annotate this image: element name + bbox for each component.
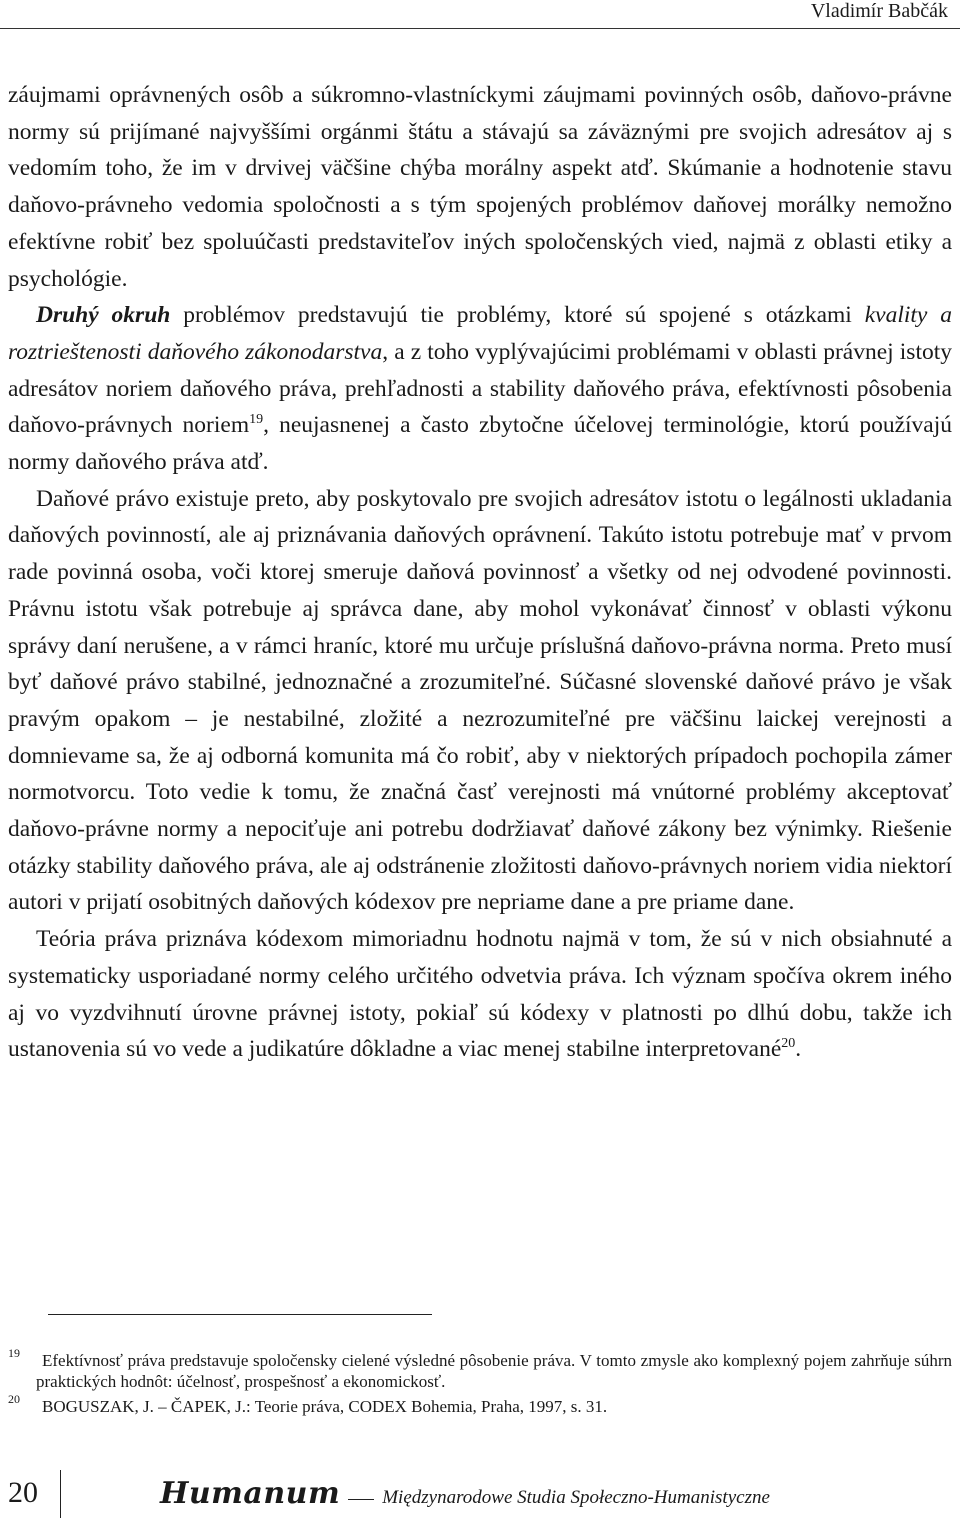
footnote-19 — [8, 1346, 952, 1392]
journal-title — [160, 1476, 770, 1511]
running-header — [0, 0, 960, 29]
paragraph-2-text-a: problémov predstavujú tie problémy, ktoré sú spojené s otázkami — [170, 302, 865, 329]
footnote-ref-20[interactable]: 20 — [781, 1036, 796, 1052]
footnote-text: Efektívnosť práva predstavuje spoločensky cielené výsledné pôsobenie práva. V tomto zmysle ako komplexný pojem zahrňuje súhrn praktických hodnôt: účelnosť, prospešnosť a ekonomickosť. — [36, 1351, 952, 1391]
paragraph-4-text-a: Teória práva priznáva kódexom mimoriadnu hodnotu najmä v tom, že sú v nich obsiahnuté a systematicky usporiadané normy celého určitého odvetvia práva. Ich význam spočíva okrem iného aj vo vyzdvihnutí úrovne právnej istoty, pokiaľ sú kódexy v platnosti po dlhú dobu, takže ich ustanovenia sú vo vede a judikatúre dôkladne a viac menej stabilne interpretované — [8, 926, 952, 1063]
footnote-ref-19[interactable]: 19 — [249, 412, 264, 428]
footnote-number: 19 — [8, 1346, 20, 1360]
paragraph-2-text-c: , neujasnenej a často zbytočne účelovej terminológie, ktorú používajú normy daňového práva atď. — [8, 412, 952, 476]
page-footer — [0, 1460, 960, 1521]
paragraph-2 — [8, 297, 952, 481]
paragraph-4 — [8, 921, 952, 1068]
header-author: Vladimír Babčák — [810, 0, 948, 22]
footnote-20 — [8, 1392, 952, 1417]
paragraph-4-text-b: . — [795, 1036, 802, 1063]
body-text — [8, 77, 952, 1068]
footnote-separator — [48, 1314, 432, 1315]
journal-dash — [348, 1499, 374, 1500]
footer-divider — [60, 1470, 61, 1518]
paragraph-2-italic: kvality a roztrieštenosti daňového zákonodarstva — [8, 302, 952, 365]
paragraph-2-bold-lead: Druhý okruh — [36, 302, 171, 329]
paragraph-2-text-b: , a z toho vyplývajúcimi problémami v oblasti právnej istoty adresátov noriem daňového práva, prehľadnosti a stability daňového práva, efektívnosti pôsobenia daňovo-právnych noriem — [8, 338, 952, 439]
journal-subtitle: Międzynarodowe Studia Społeczno-Humanistyczne — [382, 1487, 770, 1508]
footnote-text: BOGUSZAK, J. – ČAPEK, J.: Teorie práva, CODEX Bohemia, Praha, 1997, s. 31. — [42, 1397, 608, 1416]
paragraph-1: záujmami oprávnených osôb a súkromno-vlastníckymi záujmami povinných osôb, daňovo-právne normy sú prijímané najvyššími orgánmi štátu a stávajú sa záväznými pre svojich adresátov aj s vedomím toho, že im v drvivej väčšine chýba morálny aspekt atď. Skúmanie a hodnotenie stavu daňovo-právneho vedomia spoločnosti a s tým spojených problémov daňovej morálky nemožno efektívne robiť bez spoluúčasti predstaviteľov iných spoločenských vied, najmä z oblasti etiky a psychológie. — [8, 82, 952, 292]
page-number: 20 — [8, 1476, 38, 1509]
footnote-number: 20 — [8, 1392, 20, 1406]
journal-logo: Humanum — [160, 1476, 341, 1511]
paragraph-3: Daňové právo existuje preto, aby poskytovalo pre svojich adresátov istotu o legálnosti ukladania daňových povinností, ale aj priznávania daňových oprávnení. Takúto istotu potrebuje mať v prvom rade povinná osoba, voči ktorej smeruje daňová povinnosť a všetky od nej odvodené povinnosti. Právnu istotu však potrebuje aj správca dane, aby mohol vykonávať činnosť v oblasti výkonu správy daní nerušene, a v rámci hraníc, ktoré mu určuje príslušná daňovo-právna norma. Preto musí byť daňové právo stabilné, jednoznačné a zrozumiteľné. Súčasné slovenské daňové právo je však pravým opakom – je nestabilné, zložité a nezrozumiteľné pre väčšinu laickej verejnosti a domnievame sa, že aj odborná komunita má čo robiť, aby v niektorých prípadoch pochopila zámer normotvorcu. Toto vedie k tomu, že značná časť verejnosti má vnútorné problémy akceptovať daňovo-právne normy a nepociťuje ani potrebu dodržiavať daňové zákony bez výnimky. Riešenie otázky stability daňového práva, ale aj odstránenie zložitosti daňovo-právnych noriem vidia niektorí autori v prijatí osobitných daňových kódexov pre nepriame dane a pre priame dane. — [8, 485, 952, 916]
footnotes — [8, 1346, 952, 1417]
